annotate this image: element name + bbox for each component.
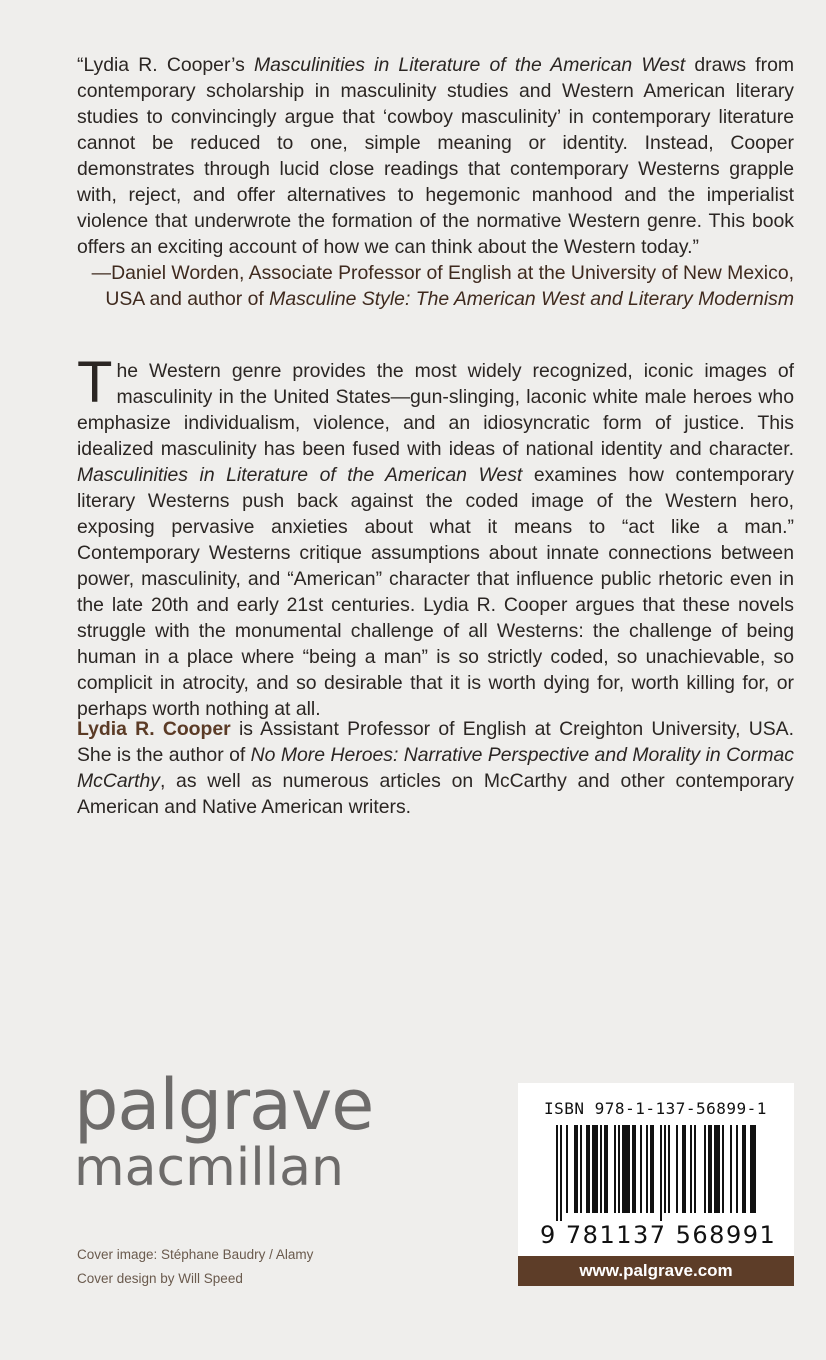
- barcode-bar: [690, 1125, 692, 1213]
- barcode-bar: [556, 1125, 558, 1221]
- barcode-bar: [668, 1125, 670, 1213]
- description-part1: he Western genre provides the most widely recognized, iconic images of masculinity in the United States—gun-slinging, laconic white male heroes who emphasize individualism, violence, and an idiosyncratic form of justice. This idealized masculinity has been fused with ideas of national identity and character.: [77, 360, 794, 460]
- barcode-bar: [742, 1125, 746, 1213]
- barcode-bar: [592, 1125, 598, 1213]
- barcode-bar: [650, 1125, 654, 1213]
- barcode-bar: [600, 1125, 602, 1213]
- attribution-line1: —Daniel Worden, Associate Professor of English at the University of New Mexico,: [91, 262, 794, 284]
- quote-book-title: Masculinities in Literature of the American West: [253, 54, 686, 76]
- barcode-bar: [580, 1125, 582, 1213]
- barcode-bar: [736, 1125, 738, 1213]
- bio-book-title: No More Heroes: Narrative Perspective and Morality in Cormac McCarthy: [77, 744, 794, 792]
- barcode-bar: [574, 1125, 578, 1213]
- attribution-line2: USA and author of: [105, 288, 270, 310]
- cover-design-credit: Cover design by Will Speed: [77, 1271, 243, 1286]
- barcode-bar: [622, 1125, 630, 1213]
- endorsement-quote: [77, 52, 794, 260]
- barcode-bars: [556, 1125, 756, 1221]
- barcode-digits: 9 781137 568991: [540, 1221, 777, 1249]
- endorsement-attribution: [77, 260, 794, 312]
- attribution-book: Masculine Style: The American West and Literary Modernism: [269, 288, 794, 310]
- book-description: [77, 350, 794, 722]
- barcode-bar: [618, 1125, 620, 1213]
- barcode-bar: [646, 1125, 648, 1213]
- author-name: Lydia R. Cooper: [77, 718, 231, 740]
- barcode-bar: [632, 1125, 636, 1213]
- barcode-bar: [566, 1125, 568, 1213]
- logo-macmillan: macmillan: [74, 1138, 344, 1198]
- description-book-title: Masculinities in Literature of the American West: [77, 464, 523, 486]
- barcode-bar: [676, 1125, 678, 1213]
- publisher-logo: [74, 1064, 374, 1198]
- quote-body: draws from contemporary scholarship in masculinity studies and Western American literary studies to convincingly argue that ‘cowboy masculinity’ in contemporary literature cannot be reduced to one, simple meaning or identity. Instead, Cooper demonstrates through lucid close readings that contemporary Westerns grapple with, reject, and offer alternatives to hegemonic manhood and the imperialist violence that underwrote the formation of the normative Western genre. This book offers an exciting account of how we can think about the Western today.”: [77, 54, 795, 258]
- barcode-bar: [660, 1125, 662, 1221]
- logo-palgrave: palgrave: [74, 1064, 374, 1146]
- bio-part1: is Assistant Professor of English at Creighton University, USA. She is the author of: [77, 718, 794, 766]
- quote-open: “Lydia R. Cooper’s: [77, 54, 254, 76]
- barcode-bar: [708, 1125, 712, 1213]
- barcode-bar: [664, 1125, 666, 1213]
- barcode-bar: [714, 1125, 720, 1213]
- barcode-bar: [722, 1125, 724, 1213]
- isbn-label: ISBN 978-1-137-56899-1: [544, 1099, 767, 1118]
- barcode-bar: [730, 1125, 732, 1213]
- barcode-bar: [586, 1125, 590, 1213]
- drop-cap: T: [77, 350, 113, 415]
- description-part2: examines how contemporary literary Westerns push back against the coded image of the Western hero, exposing pervasive anxieties about what it means to “act like a man.” Contemporary Westerns critique assumptions about innate connections between power, masculinity, and “American” character that influence public rhetoric even in the late 20th and early 21st centuries. Lydia R. Cooper argues that these novels struggle with the monumental challenge of all Westerns: the challenge of being human in a place where “being a man” is so strictly coded, so unachievable, so complicit in atrocity, and so desirable that it is worth dying for, worth killing for, or perhaps worth nothing at all.: [77, 464, 794, 720]
- barcode-bar: [614, 1125, 616, 1213]
- cover-credits: [77, 1243, 313, 1291]
- barcode-bar: [682, 1125, 686, 1213]
- barcode-bar: [750, 1125, 756, 1213]
- barcode-bar: [560, 1125, 562, 1221]
- publisher-url: www.palgrave.com: [518, 1256, 794, 1286]
- barcode-bar: [704, 1125, 706, 1213]
- barcode-panel: [518, 1083, 794, 1284]
- bio-part2: , as well as numerous articles on McCarthy and other contemporary American and Native American writers.: [77, 770, 794, 818]
- barcode-bar: [640, 1125, 642, 1213]
- barcode-bar: [604, 1125, 608, 1213]
- author-bio: [77, 716, 794, 820]
- barcode-bar: [694, 1125, 696, 1213]
- cover-image-credit: Cover image: Stéphane Baudry / Alamy: [77, 1247, 314, 1262]
